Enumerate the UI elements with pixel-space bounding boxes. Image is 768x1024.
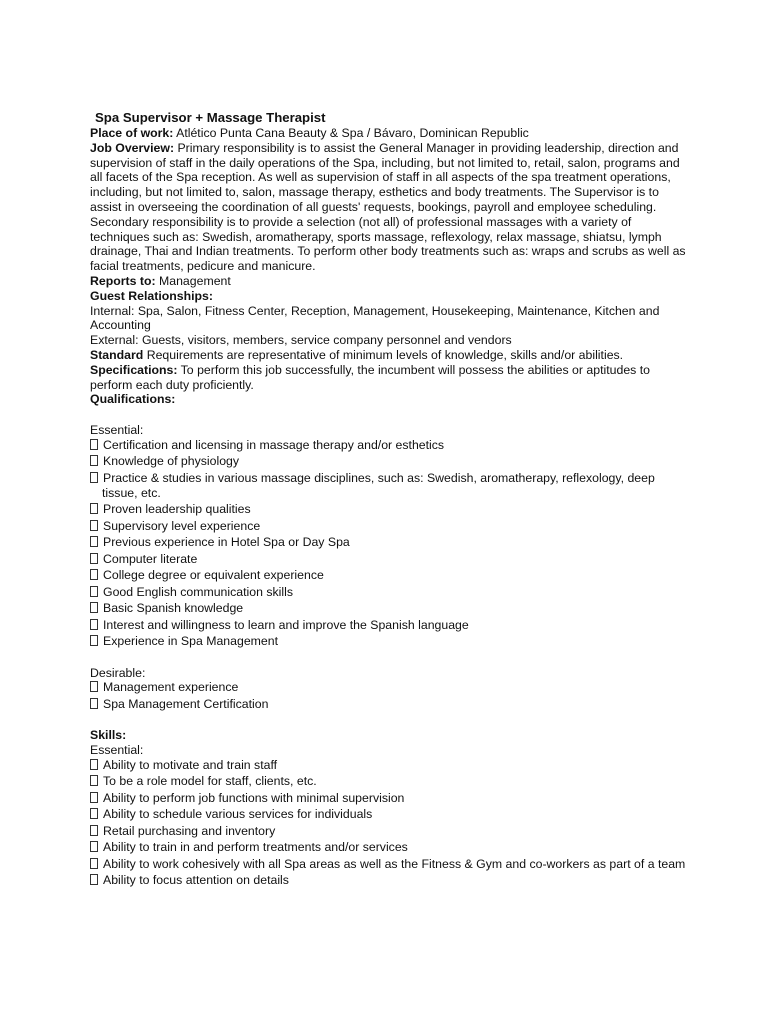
bullet-item bbox=[90, 454, 690, 469]
bullet-text: Ability to perform job functions with minimal supervision bbox=[103, 790, 405, 805]
qualifications-essential-label: Essential: bbox=[90, 423, 144, 438]
bullet-text: Interest and willingness to learn and improve the Spanish language bbox=[103, 617, 469, 632]
guest-relationships-internal: Internal: Spa, Salon, Fitness Center, Reception, Management, Housekeeping, Maintenance, Kitchen and Accounting bbox=[90, 303, 660, 333]
bullet-item bbox=[90, 535, 690, 550]
place-of-work bbox=[90, 126, 690, 141]
bullet-item bbox=[90, 552, 690, 567]
guest-relationships-heading: Guest Relationships: bbox=[90, 288, 213, 303]
bullet-item bbox=[90, 585, 690, 600]
qualifications-heading: Qualifications: bbox=[90, 392, 176, 407]
bullet-item bbox=[90, 634, 690, 649]
spacer bbox=[90, 713, 690, 728]
job-overview-text: Primary responsibility is to assist the General Manager in providing leadership, direction and supervision of staff in the daily operations of the Spa, including, but not limited to, retail, salon, programs and all facets of the Spa reception. As well as supervision of staff in all aspects of the spa treatment operations, including, but not limited to, salon, massage therapy, esthetics and body treatments. The Supervisor is to assist in overseeing the coordination of all guests' requests, bookings, payroll and employee scheduling. bbox=[90, 140, 680, 214]
bullet-box-icon bbox=[90, 520, 98, 531]
bullet-box-icon bbox=[90, 775, 98, 786]
bullet-box-icon bbox=[90, 792, 98, 803]
bullet-box-icon bbox=[90, 536, 98, 547]
bullet-text: College degree or equivalent experience bbox=[103, 568, 324, 583]
standard bbox=[90, 348, 690, 363]
bullet-item bbox=[90, 824, 690, 839]
bullet-item bbox=[90, 471, 690, 501]
bullet-box-icon bbox=[90, 619, 98, 630]
bullet-box-icon bbox=[90, 759, 98, 770]
bullet-text: Ability to focus attention on details bbox=[103, 873, 289, 888]
bullet-item bbox=[90, 857, 690, 872]
document-page bbox=[90, 110, 690, 890]
bullet-text: Supervisory level experience bbox=[103, 518, 261, 533]
bullet-text: Ability to motivate and train staff bbox=[103, 757, 278, 772]
bullet-item bbox=[90, 807, 690, 822]
bullet-box-icon bbox=[90, 586, 98, 597]
bullet-box-icon bbox=[90, 841, 98, 852]
reports-to-label: Reports to: bbox=[90, 273, 156, 288]
bullet-item bbox=[90, 568, 690, 583]
bullet-item bbox=[90, 873, 690, 888]
bullet-box-icon bbox=[90, 602, 98, 613]
reports-to bbox=[90, 274, 690, 289]
place-of-work-label: Place of work: bbox=[90, 126, 174, 140]
bullet-text: Experience in Spa Management bbox=[103, 634, 278, 649]
job-overview-label: Job Overview: bbox=[90, 140, 175, 155]
specifications-value: To perform this job successfully, the incumbent will possess the abilities or aptitudes to perform each duty proficiently. bbox=[90, 362, 650, 392]
bullet-box-icon bbox=[90, 553, 98, 564]
bullet-box-icon bbox=[90, 472, 98, 483]
bullet-text: Previous experience in Hotel Spa or Day Spa bbox=[103, 535, 350, 550]
bullet-item bbox=[90, 502, 690, 517]
bullet-text: Ability to work cohesively with all Spa areas as well as the Fitness & Gym and co-workers as part of a team bbox=[103, 856, 686, 871]
bullet-item bbox=[90, 697, 690, 712]
bullet-box-icon bbox=[90, 825, 98, 836]
job-overview bbox=[90, 141, 690, 215]
bullet-text: Management experience bbox=[103, 680, 239, 695]
spacer bbox=[90, 407, 690, 423]
specifications bbox=[90, 363, 690, 393]
document-title: Spa Supervisor + Massage Therapist bbox=[95, 110, 326, 125]
standard-label: Standard bbox=[90, 347, 144, 362]
bullet-item bbox=[90, 680, 690, 695]
bullet-item bbox=[90, 438, 690, 453]
bullet-item bbox=[90, 618, 690, 633]
skills-essential-list bbox=[90, 758, 690, 888]
reports-to-value: Management bbox=[155, 273, 231, 288]
bullet-text: Spa Management Certification bbox=[103, 696, 269, 711]
bullet-text: Ability to train in and perform treatments and/or services bbox=[103, 840, 408, 855]
spacer bbox=[90, 651, 690, 666]
qualifications-essential-list bbox=[90, 438, 690, 649]
bullet-item bbox=[90, 840, 690, 855]
bullet-box-icon bbox=[90, 503, 98, 514]
bullet-text: To be a role model for staff, clients, etc. bbox=[103, 774, 317, 789]
secondary-responsibility: Secondary responsibility is to provide a selection (not all) of professional massages with a variety of techniques such as: Swedish, aromatherapy, sports massage, reflexology, relax massage, shiatsu, lymph drainage, Thai and Indian treatments. To perform other body treatments such as: wraps and scrubs as well as facial treatments, pedicure and manicure. bbox=[90, 214, 686, 274]
bullet-item bbox=[90, 758, 690, 773]
specifications-label: Specifications: bbox=[90, 362, 178, 377]
bullet-box-icon bbox=[90, 698, 98, 709]
bullet-text: Certification and licensing in massage therapy and/or esthetics bbox=[103, 437, 445, 452]
standard-value: Requirements are representative of minimum levels of knowledge, skills and/or abilities. bbox=[143, 347, 624, 362]
bullet-box-icon bbox=[90, 439, 98, 450]
bullet-text: Good English communication skills bbox=[103, 584, 294, 599]
bullet-box-icon bbox=[90, 635, 98, 646]
bullet-box-icon bbox=[90, 455, 98, 466]
place-of-work-value: Atlético Punta Cana Beauty & Spa / Bávaro, Dominican Republic bbox=[173, 126, 529, 140]
bullet-text: Knowledge of physiology bbox=[103, 454, 240, 469]
bullet-item bbox=[90, 774, 690, 789]
bullet-box-icon bbox=[90, 874, 98, 885]
bullet-text: Computer literate bbox=[103, 551, 198, 566]
skills-essential-label: Essential: bbox=[90, 743, 144, 758]
bullet-text: Retail purchasing and inventory bbox=[103, 823, 276, 838]
bullet-text: Practice & studies in various massage disciplines, such as: Swedish, aromatherapy, reflexology, deep tissue, etc. bbox=[102, 470, 655, 500]
bullet-item bbox=[90, 601, 690, 616]
guest-relationships-external: External: Guests, visitors, members, service company personnel and vendors bbox=[90, 333, 512, 348]
bullet-box-icon bbox=[90, 681, 98, 692]
qualifications-desirable-label: Desirable: bbox=[90, 665, 146, 680]
bullet-box-icon bbox=[90, 858, 98, 869]
bullet-text: Proven leadership qualities bbox=[103, 502, 251, 517]
bullet-box-icon bbox=[90, 569, 98, 580]
qualifications-desirable-list bbox=[90, 680, 690, 711]
bullet-item bbox=[90, 519, 690, 534]
skills-heading: Skills: bbox=[90, 728, 127, 743]
bullet-box-icon bbox=[90, 808, 98, 819]
bullet-item bbox=[90, 791, 690, 806]
bullet-text: Ability to schedule various services for individuals bbox=[103, 807, 373, 822]
bullet-text: Basic Spanish knowledge bbox=[103, 601, 244, 616]
